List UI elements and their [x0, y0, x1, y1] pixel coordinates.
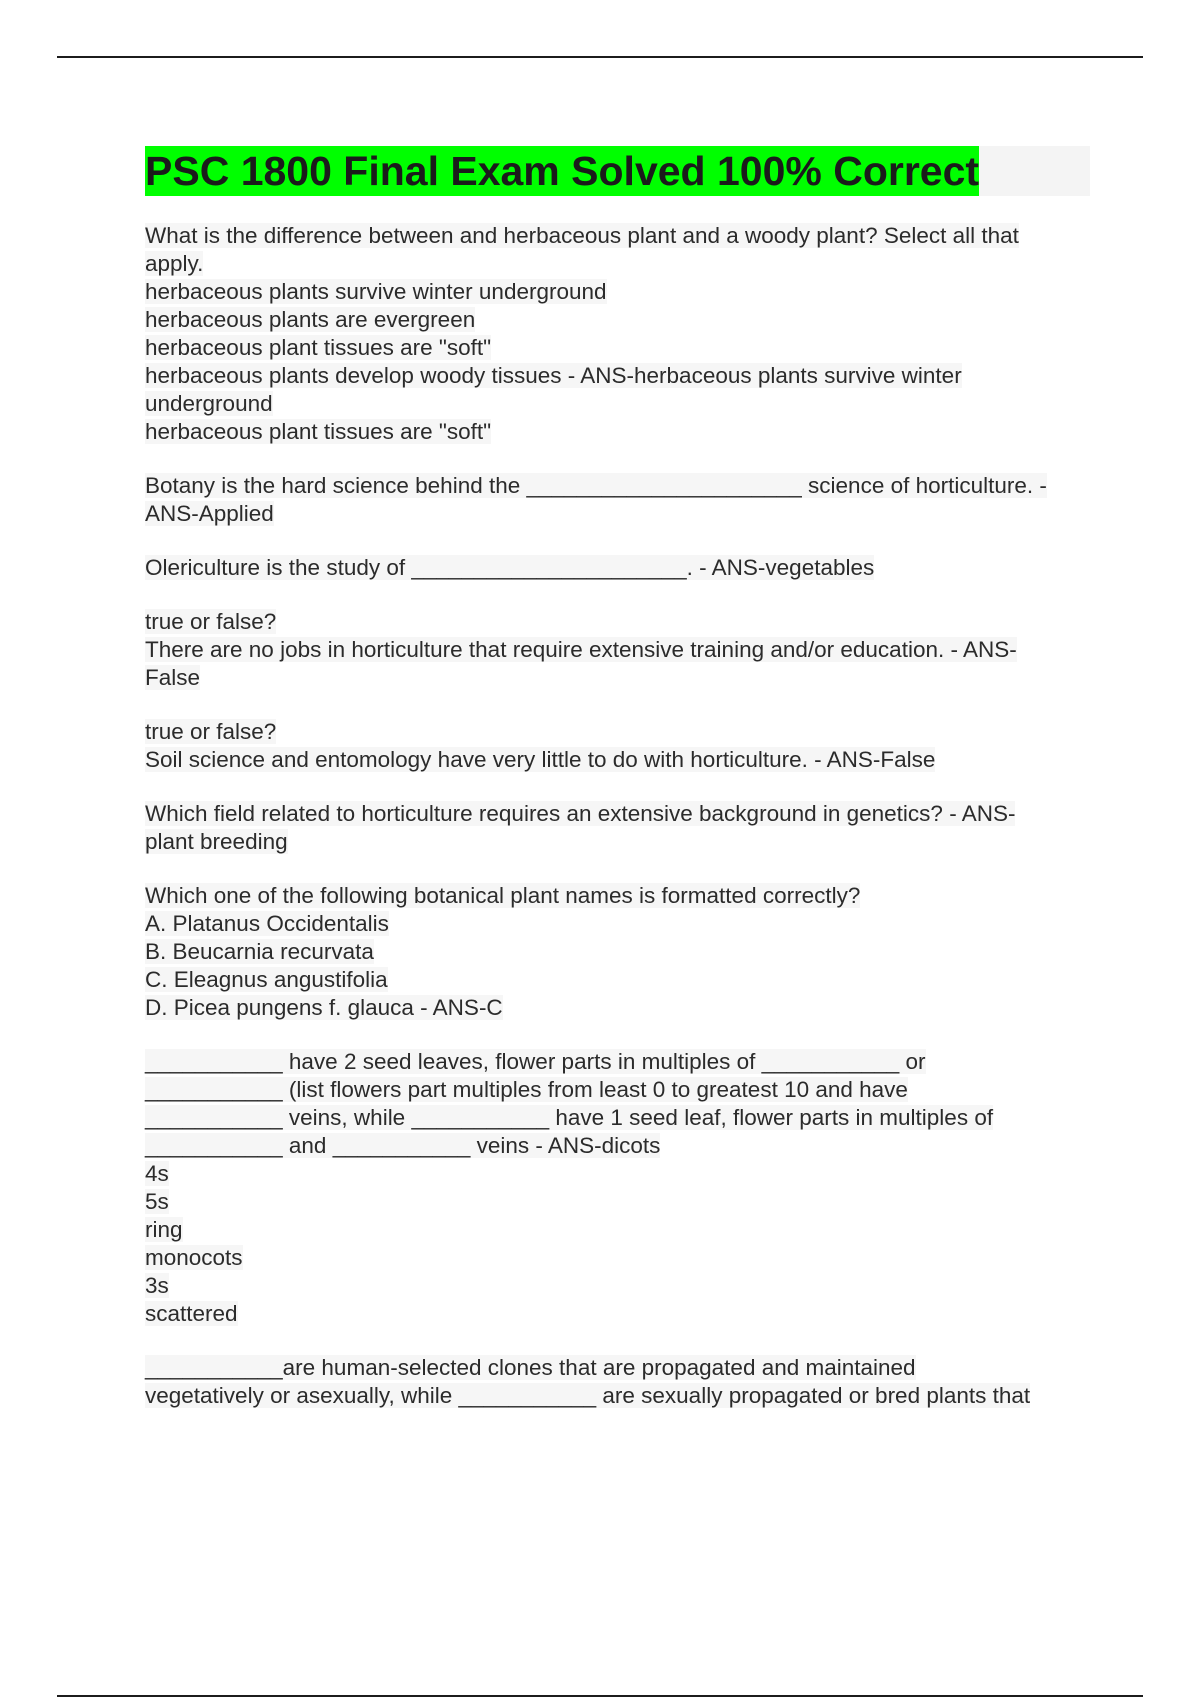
question-line-text: Olericulture is the study of ______________________. - ANS-vegetables	[145, 555, 875, 580]
question-line-text: scattered	[145, 1301, 238, 1326]
question-line	[145, 910, 1090, 938]
question-line	[145, 800, 1090, 828]
question-line-text: herbaceous plants develop woody tissues - ANS-herbaceous plants survive winter	[145, 363, 962, 388]
question-line-text: ANS-Applied	[145, 501, 274, 526]
question-block	[145, 718, 1090, 774]
question-line-text: herbaceous plants are evergreen	[145, 307, 476, 332]
question-line	[145, 1104, 1090, 1132]
question-line	[145, 250, 1090, 278]
question-line-text: vegetatively or asexually, while ___________ are sexually propagated or bred plants that	[145, 1383, 1031, 1408]
question-line-text: Soil science and entomology have very little to do with horticulture. - ANS-False	[145, 747, 936, 772]
question-line-text: true or false?	[145, 609, 277, 634]
document-body	[145, 146, 1090, 1436]
question-block	[145, 882, 1090, 1022]
question-line	[145, 362, 1090, 390]
question-line-text: plant breeding	[145, 829, 288, 854]
question-line	[145, 938, 1090, 966]
question-line-text: There are no jobs in horticulture that require extensive training and/or education. - ANS-	[145, 637, 1017, 662]
question-line	[145, 608, 1090, 636]
question-line	[145, 1216, 1090, 1244]
question-line	[145, 718, 1090, 746]
question-line-text: C. Eleagnus angustifolia	[145, 967, 388, 992]
question-line-text: ___________ (list flowers part multiples from least 0 to greatest 10 and have	[145, 1077, 908, 1102]
question-line-text: ring	[145, 1217, 183, 1242]
question-line-text: D. Picea pungens f. glauca - ANS-C	[145, 995, 503, 1020]
question-line	[145, 334, 1090, 362]
question-line-text: ___________are human-selected clones that are propagated and maintained	[145, 1355, 916, 1380]
question-line-text: A. Platanus Occidentalis	[145, 911, 389, 936]
question-line-text: Which field related to horticulture requires an extensive background in genetics? - ANS-	[145, 801, 1016, 826]
question-line	[145, 1382, 1090, 1410]
question-line	[145, 1188, 1090, 1216]
bottom-rule	[57, 1695, 1143, 1697]
question-line	[145, 1132, 1090, 1160]
question-line	[145, 1048, 1090, 1076]
question-line	[145, 828, 1090, 856]
question-line	[145, 882, 1090, 910]
question-line-text: What is the difference between and herbaceous plant and a woody plant? Select all that	[145, 223, 1019, 248]
question-line-text: underground	[145, 391, 273, 416]
question-line-text: herbaceous plant tissues are "soft"	[145, 419, 492, 444]
question-line-text: Botany is the hard science behind the ______________________ science of horticulture. -	[145, 473, 1047, 498]
question-block	[145, 608, 1090, 692]
question-line-text: apply.	[145, 251, 204, 276]
question-line-text: 4s	[145, 1161, 169, 1186]
question-line	[145, 1354, 1090, 1382]
question-line	[145, 664, 1090, 692]
question-line	[145, 554, 1090, 582]
question-line	[145, 966, 1090, 994]
question-line-text: B. Beucarnia recurvata	[145, 939, 374, 964]
question-line	[145, 500, 1090, 528]
question-block	[145, 222, 1090, 446]
question-line	[145, 306, 1090, 334]
question-line	[145, 222, 1090, 250]
question-line	[145, 1272, 1090, 1300]
question-line-text: ___________ and ___________ veins - ANS-dicots	[145, 1133, 661, 1158]
question-block	[145, 1048, 1090, 1328]
document-title: PSC 1800 Final Exam Solved 100% Correct	[145, 148, 980, 194]
question-line	[145, 994, 1090, 1022]
question-block	[145, 800, 1090, 856]
question-line	[145, 1160, 1090, 1188]
question-block	[145, 554, 1090, 582]
question-line-text: herbaceous plant tissues are "soft"	[145, 335, 492, 360]
question-line	[145, 1300, 1090, 1328]
question-line-text: ___________ veins, while ___________ have 1 seed leaf, flower parts in multiples of	[145, 1105, 994, 1130]
question-line-text: ___________ have 2 seed leaves, flower parts in multiples of ___________ or	[145, 1049, 926, 1074]
question-line-text: False	[145, 665, 201, 690]
question-line-text: Which one of the following botanical plant names is formatted correctly?	[145, 883, 861, 908]
question-line-text: herbaceous plants survive winter underground	[145, 279, 607, 304]
question-list	[145, 222, 1090, 1410]
question-block	[145, 1354, 1090, 1410]
question-line-text: true or false?	[145, 719, 277, 744]
question-line	[145, 1076, 1090, 1104]
question-line	[145, 418, 1090, 446]
question-line	[145, 472, 1090, 500]
question-line-text: monocots	[145, 1245, 243, 1270]
question-block	[145, 472, 1090, 528]
question-line	[145, 278, 1090, 306]
question-line-text: 5s	[145, 1189, 169, 1214]
question-line	[145, 636, 1090, 664]
top-rule	[57, 56, 1143, 58]
question-line-text: 3s	[145, 1273, 169, 1298]
title-banner	[145, 146, 1090, 196]
question-line	[145, 746, 1090, 774]
question-line	[145, 390, 1090, 418]
question-line	[145, 1244, 1090, 1272]
